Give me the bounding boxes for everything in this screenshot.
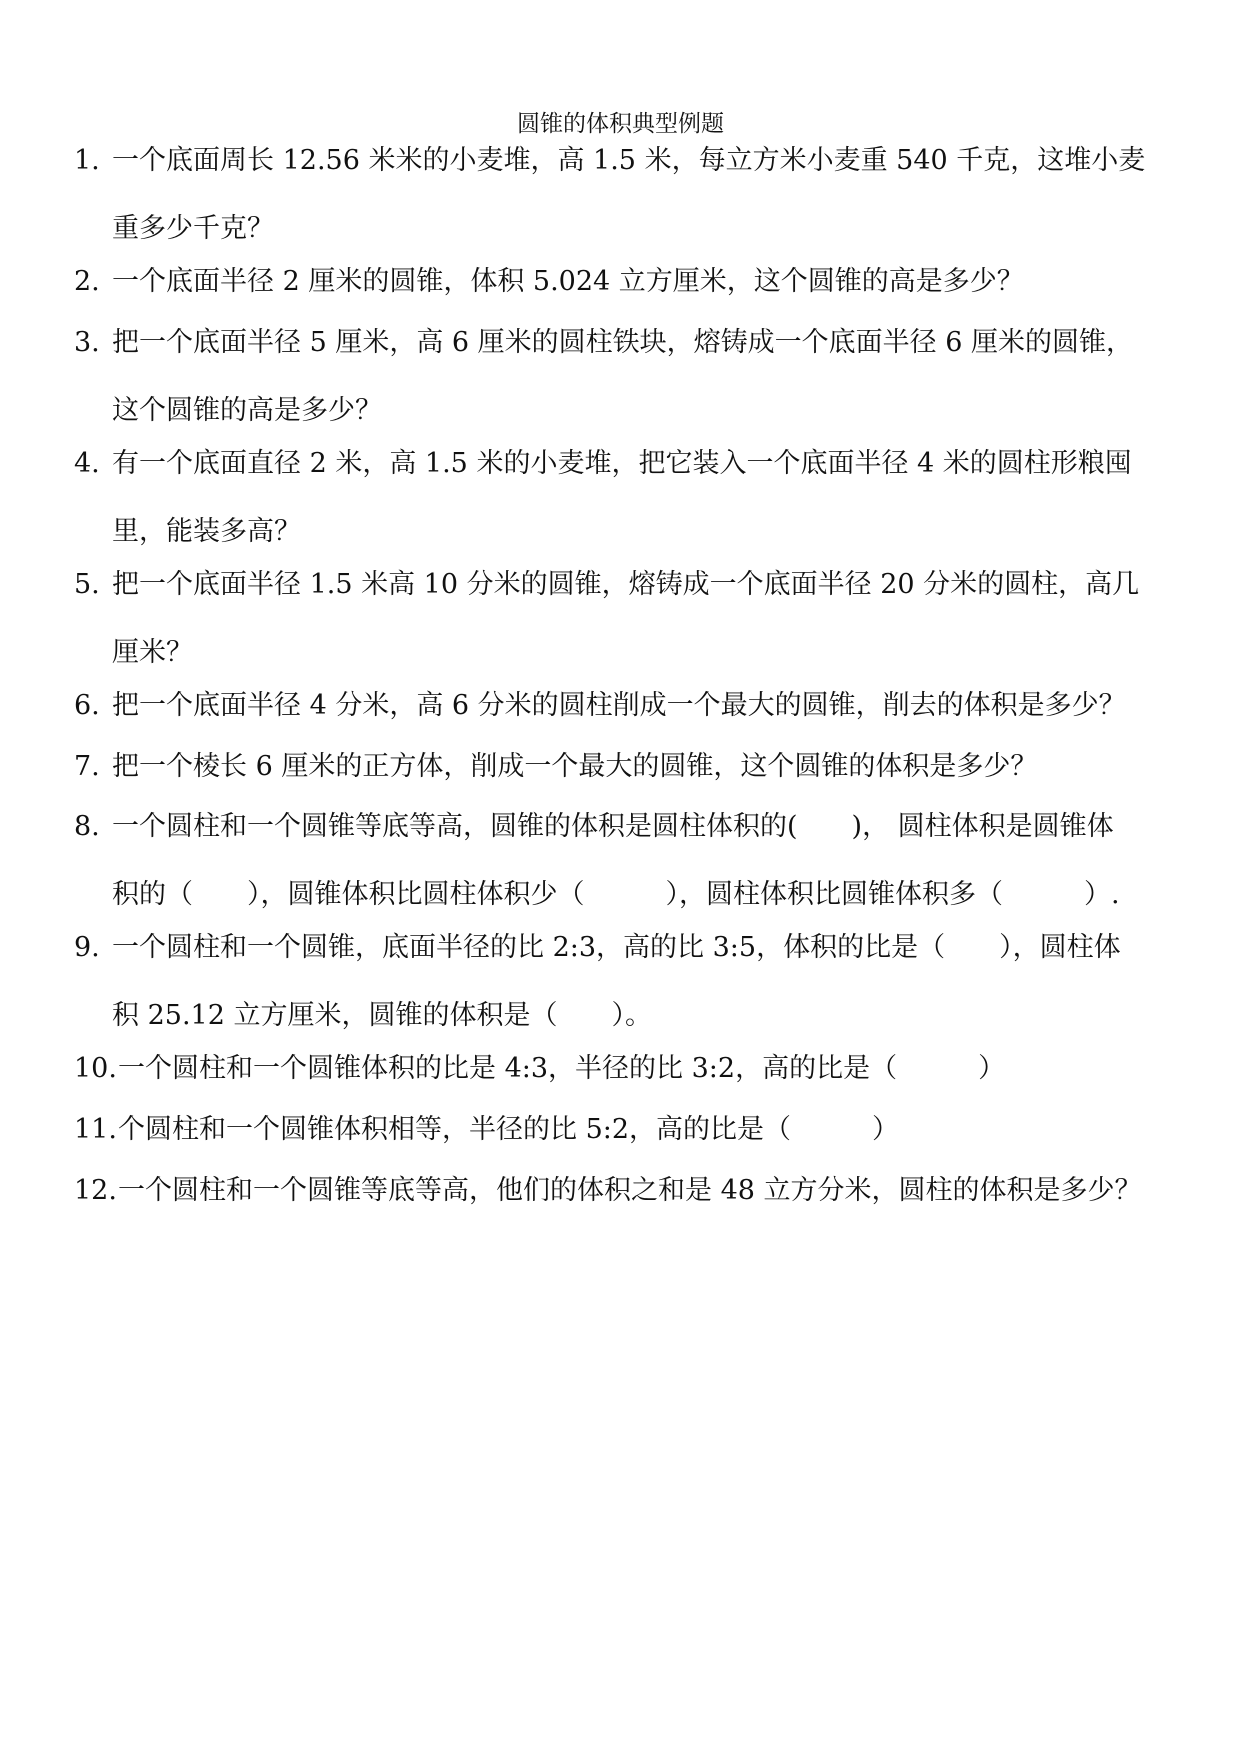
question-4	[74, 430, 1194, 566]
question-8	[74, 793, 1194, 929]
question-number: 8.	[74, 811, 100, 842]
question-line	[74, 430, 1194, 498]
question-number: 5.	[74, 569, 100, 600]
question-line	[74, 793, 1194, 861]
question-number: 1.	[74, 145, 100, 176]
question-text: 一个底面半径 2 厘米的圆锥，体积 5.024 立方厘米，这个圆锥的高是多少？	[112, 266, 1024, 297]
question-text-continued: 这个圆锥的高是多少？	[112, 395, 382, 426]
question-text-continued: 积 25.12 立方厘米，圆锥的体积是（ ）。	[112, 1000, 652, 1031]
question-10	[74, 1035, 1194, 1103]
question-number: 11.	[74, 1114, 117, 1145]
question-text: 把一个底面半径 1.5 米高 10 分米的圆锥，熔铸成一个底面半径 20 分米的圆柱，高几	[112, 569, 1140, 600]
question-12	[74, 1157, 1194, 1225]
question-line	[74, 309, 1194, 377]
question-text: 一个圆柱和一个圆锥体积的比是 4:3，半径的比 3:2，高的比是（ ）	[118, 1053, 1006, 1084]
question-text: 把一个底面半径 4 分米，高 6 分米的圆柱削成一个最大的圆锥，削去的体积是多少？	[112, 690, 1126, 721]
question-line	[74, 127, 1194, 195]
question-9	[74, 914, 1194, 1050]
question-text: 一个圆柱和一个圆锥等底等高，他们的体积之和是 48 立方分米，圆柱的体积是多少？	[118, 1175, 1142, 1206]
question-text: 一个底面周长 12.56 米米的小麦堆，高 1.5 米，每立方米小麦重 540 千克，这堆小麦	[112, 145, 1146, 176]
question-number: 4.	[74, 448, 100, 479]
question-11	[74, 1096, 1194, 1164]
question-number: 3.	[74, 327, 100, 358]
question-line	[74, 1096, 1194, 1164]
question-number: 12.	[74, 1175, 117, 1206]
question-2	[74, 248, 1194, 316]
question-number: 9.	[74, 932, 100, 963]
question-text-continued: 里，能装多高？	[112, 516, 301, 547]
question-number: 2.	[74, 266, 100, 297]
question-text: 一个圆柱和一个圆锥等底等高，圆锥的体积是圆柱体积的( )， 圆柱体积是圆锥体	[112, 811, 1114, 842]
question-text: 一个圆柱和一个圆锥，底面半径的比 2:3，高的比 3:5，体积的比是（ ），圆柱体	[112, 932, 1121, 963]
question-line	[74, 672, 1194, 740]
question-number: 7.	[74, 751, 100, 782]
question-line	[74, 733, 1194, 801]
question-line	[74, 1035, 1194, 1103]
question-text-continued: 积的（ ），圆锥体积比圆柱体积少（ ），圆柱体积比圆锥体积多（ ）.	[112, 879, 1120, 910]
question-number: 10.	[74, 1053, 117, 1084]
question-line	[74, 914, 1194, 982]
question-7	[74, 733, 1194, 801]
question-line	[74, 1157, 1194, 1225]
question-6	[74, 672, 1194, 740]
question-text-continued: 重多少千克？	[112, 213, 274, 244]
question-line	[74, 248, 1194, 316]
question-5	[74, 551, 1194, 687]
question-text: 有一个底面直径 2 米，高 1.5 米的小麦堆，把它装入一个底面半径 4 米的圆柱形粮囤	[112, 448, 1132, 479]
question-number: 6.	[74, 690, 100, 721]
question-text: 把一个底面半径 5 厘米，高 6 厘米的圆柱铁块，熔铸成一个底面半径 6 厘米的圆锥，	[112, 327, 1134, 358]
question-text: 把一个棱长 6 厘米的正方体，削成一个最大的圆锥，这个圆锥的体积是多少？	[112, 751, 1038, 782]
question-text: 个圆柱和一个圆锥体积相等，半径的比 5:2，高的比是（ ）	[118, 1114, 900, 1145]
question-text-continued: 厘米？	[112, 637, 193, 668]
question-1	[74, 127, 1194, 263]
question-line	[74, 551, 1194, 619]
document-title: 圆锥的体积典型例题	[517, 111, 724, 137]
question-3	[74, 309, 1194, 445]
